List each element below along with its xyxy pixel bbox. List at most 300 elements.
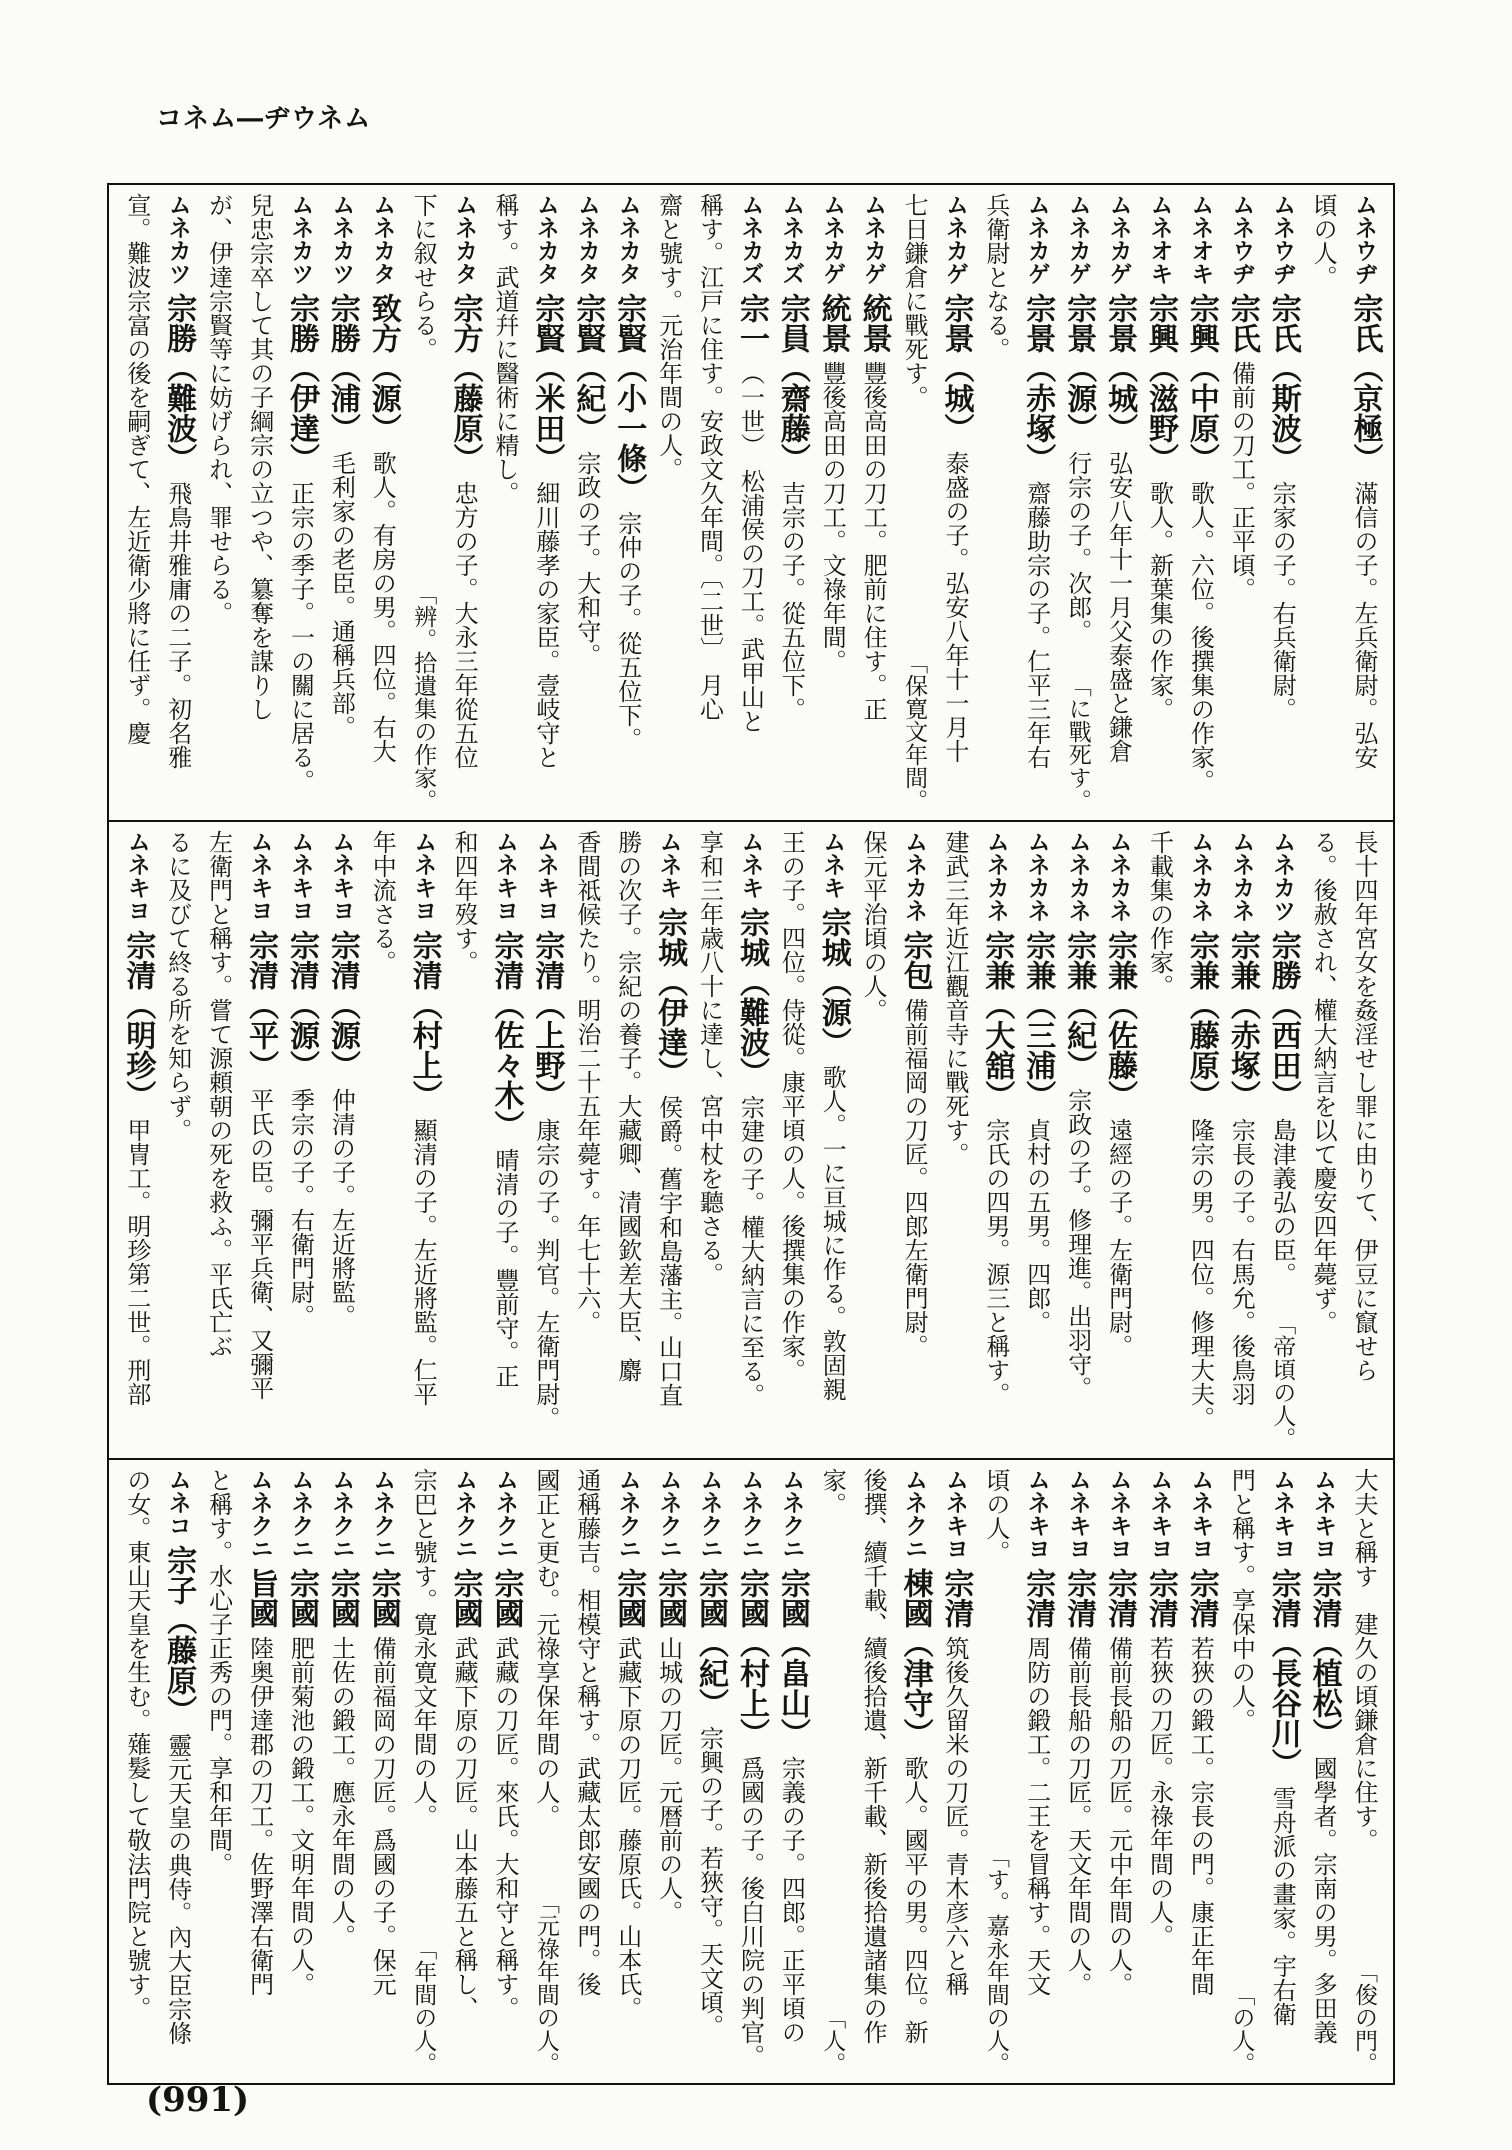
entry-name: 宗清（源）	[324, 930, 360, 1080]
entry-description: 吉宗の子。從五位下。	[777, 481, 806, 721]
entry-reading: ムネカネ	[1064, 830, 1091, 922]
entry-name: 統景	[856, 293, 892, 353]
entry-name: 宗清（植松）	[1306, 1568, 1342, 1748]
entry-description: 甲冑工。明珍第二世。刑部	[122, 1118, 151, 1406]
entry-name: 致方（源）	[365, 293, 401, 443]
entry-column	[731, 1468, 772, 2075]
entry-name: 宗兼（大舘）	[979, 930, 1015, 1110]
entry-reading: ムネキヨ	[328, 830, 355, 922]
entry-reading: ムネクニ	[737, 1468, 764, 1560]
entry-name: 宗賢（紀）	[570, 293, 606, 443]
text-column	[117, 1468, 158, 2075]
text-column	[812, 1468, 853, 2075]
entry-reading: ムネカゲ	[1064, 193, 1091, 285]
column-text: 長十四年宮女を姦淫せし罪に由りて、伊豆に竄せら	[1350, 830, 1379, 1382]
entry-description: 宗興の子。若狹守。天文頃。	[695, 1726, 724, 2038]
column-text: 下に叙せらる。	[409, 193, 438, 361]
entry-reading: ムネカズ	[737, 193, 764, 285]
entry-reading: ムネキヨ	[287, 830, 314, 922]
entry-description: 山城の刀匠。元暦前の人。	[654, 1636, 683, 1924]
entry-column	[1099, 1468, 1140, 2075]
entry-description: 武藏の刀匠。來氏。大和守と稱す。	[491, 1636, 520, 2020]
entry-description: 武藏下原の刀匠。藤原氏。山本氏。	[613, 1636, 642, 2020]
continuation-text: 「俊の門。	[1351, 1960, 1378, 2075]
continuation-text: 「年間の人。	[410, 1937, 437, 2075]
entry-column	[1221, 193, 1262, 812]
entry-reading: ムネキヨ	[532, 830, 559, 922]
entry-column	[649, 830, 690, 1450]
entry-description: 備前福岡の刀匠。四郎左衛門尉。	[900, 998, 929, 1358]
continuation-text: 「帝頃の人。	[1269, 1312, 1296, 1450]
entry-description: 宗氏の四男。源三と稱す。	[981, 1118, 1010, 1406]
entry-column	[281, 830, 322, 1450]
entry-reading: ムネクニ	[246, 1468, 273, 1560]
entry-description: 土佐の鍛工。應永年間の人。	[327, 1636, 356, 1948]
entry-reading: ムネキヨ	[246, 830, 273, 922]
text-column	[526, 1468, 567, 2075]
entry-column	[649, 1468, 690, 2075]
entry-name: 宗賢（小一條）	[611, 293, 647, 503]
text-column	[853, 830, 894, 1450]
entry-name: 宗城（源）	[815, 907, 851, 1057]
entry-reading: ムネキヨ	[1064, 1468, 1091, 1560]
entry-name: 宗清（長谷川）	[1265, 1568, 1301, 1778]
entry-column	[485, 830, 526, 1450]
text-column	[158, 830, 199, 1450]
entry-column	[608, 1468, 649, 2075]
entry-name: 宗員（齋藤）	[774, 293, 810, 473]
column-text: 王の子。四位。侍從。康平頃の人。後撰集の作家。	[777, 830, 806, 1382]
text-column	[199, 830, 240, 1450]
entry-column	[894, 1468, 935, 2075]
entry-reading: ムネクニ	[451, 1468, 478, 1560]
entry-column	[1099, 193, 1140, 812]
entry-reading: ムネカツ	[1269, 830, 1296, 922]
column-text: 建武三年近江觀音寺に戰死す。	[940, 830, 969, 1166]
entry-name: 宗兼（紀）	[1061, 930, 1097, 1080]
text-column	[1303, 193, 1344, 812]
entry-reading: ムネウヂ	[1269, 193, 1296, 285]
entry-description: 歌人。六位。後撰集の作家。	[1186, 481, 1215, 793]
entry-reading: ムネクニ	[696, 1468, 723, 1560]
entry-column	[444, 193, 485, 812]
entry-name: 宗清（上野）	[529, 930, 565, 1110]
entry-reading: ムネキヨ	[1269, 1468, 1296, 1560]
entry-name: 宗國	[652, 1568, 688, 1628]
entry-column	[690, 1468, 731, 2075]
entry-name: 宗清（平）	[243, 930, 279, 1080]
entry-name: 宗兼（三浦）	[1020, 930, 1056, 1110]
entry-reading: ムネオキ	[1146, 193, 1173, 285]
dictionary-page-frame	[107, 183, 1395, 2085]
entry-reading: ムネクニ	[901, 1468, 928, 1560]
entry-column	[1099, 830, 1140, 1450]
entry-description: 備前長船の刀匠。元中年間の人。	[1104, 1636, 1133, 1996]
entry-column	[321, 1468, 362, 2075]
entry-reading: ムネキ	[819, 830, 846, 899]
entry-reading: ムネキヨ	[492, 830, 519, 922]
entry-name: 宗國	[611, 1568, 647, 1628]
continuation-text: 「人。	[819, 2006, 846, 2075]
entry-reading: ムネカネ	[901, 830, 928, 922]
entry-column	[1017, 830, 1058, 1450]
text-column	[199, 1468, 240, 2075]
column-text: 七日鎌倉に戰死す。	[900, 193, 929, 409]
entry-reading: ムネカタ	[369, 193, 396, 285]
entry-column	[771, 193, 812, 812]
entry-description: 隆宗の男。四位。修理大夫。	[1186, 1118, 1215, 1430]
entry-column	[771, 1468, 812, 2075]
continuation-text: 「保寛文年間。	[901, 651, 928, 812]
entry-description: 宗建の子。權大納言に至る。	[736, 1095, 765, 1407]
continuation-text: 「に戰死す。	[1064, 674, 1091, 812]
entry-name: 宗清（村上）	[406, 930, 442, 1110]
entry-reading: ムネカネ	[1187, 830, 1214, 922]
entry-column	[485, 1468, 526, 2075]
entry-reading: ムネキ	[655, 830, 682, 899]
entry-reading: ムネキヨ	[1187, 1468, 1214, 1560]
entry-name: 宗子（藤原）	[161, 1545, 197, 1725]
entry-name: 宗清	[1143, 1568, 1179, 1628]
entry-description: 宗家の子。右兵衛尉。	[1268, 481, 1297, 721]
entry-column	[321, 193, 362, 812]
entry-name: 宗勝（浦）	[324, 293, 360, 443]
entry-name: 宗城（難波）	[733, 907, 769, 1087]
continuation-text: 「す。嘉永年間の人。	[982, 1845, 1009, 2075]
column-text: 國正と更む。元祿享保年間の人。	[531, 1468, 560, 1828]
tier-bottom	[109, 1460, 1393, 2083]
entry-column	[1058, 1468, 1099, 2075]
entry-column	[935, 1468, 976, 2075]
text-column	[935, 830, 976, 1450]
entry-name: 宗勝（西田）	[1265, 930, 1301, 1110]
entry-column	[1017, 1468, 1058, 2075]
entry-column	[731, 193, 772, 812]
entry-column	[935, 193, 976, 812]
entry-column	[1221, 830, 1262, 1450]
entry-column	[321, 830, 362, 1450]
entry-description: 齋藤助宗の子。仁平三年右	[1022, 481, 1051, 769]
column-text: 門と稱す。享保中の人。	[1227, 1468, 1256, 1732]
entry-name: 旨國	[243, 1568, 279, 1628]
text-column	[608, 830, 649, 1450]
text-column	[362, 830, 403, 1450]
entry-column	[444, 1468, 485, 2075]
text-column	[1221, 1468, 1262, 2075]
entry-name: 宗國（紀）	[693, 1568, 729, 1718]
entry-reading: ムネウヂ	[1351, 193, 1378, 285]
entry-name: 宗國	[283, 1568, 319, 1628]
entry-reading: ムネキヨ	[1146, 1468, 1173, 1560]
text-column	[444, 830, 485, 1450]
entry-reading: ムネカズ	[778, 193, 805, 285]
entry-name: 宗國	[447, 1568, 483, 1628]
text-column	[240, 193, 281, 812]
entry-description: 爲國の子。後白川院の判官。	[736, 1756, 765, 2068]
entry-name: 宗國	[488, 1568, 524, 1628]
entry-column	[362, 193, 403, 812]
entry-name: 宗城（伊達）	[652, 907, 688, 1087]
entry-name: 宗清	[1061, 1568, 1097, 1628]
column-text: る。後赦され、權大納言を以て慶安四年薨ず。	[1309, 830, 1338, 1334]
entry-description: 仲清の子。左近將監。	[327, 1088, 356, 1328]
column-text: 享和三年歳八十に達し、宮中杖を聽さる。	[695, 830, 724, 1286]
text-column	[853, 1468, 894, 2075]
entry-reading: ムネカネ	[1105, 830, 1132, 922]
entry-description: 肥前菊池の鍛工。文明年間の人。	[286, 1636, 315, 1996]
entry-description: 豐後高田の刀工。文祿年間。	[818, 361, 847, 673]
entry-reading: ムネキヨ	[1105, 1468, 1132, 1560]
entry-column	[1262, 830, 1303, 1450]
entry-column	[1140, 193, 1181, 812]
entry-name: 棟國（津守）	[897, 1568, 933, 1748]
column-text: 保元平治頃の人。	[859, 830, 888, 1022]
column-text: 大夫と稱す 建久の頃鎌倉に住す。	[1350, 1468, 1379, 1852]
entry-name: 宗國（村上）	[733, 1568, 769, 1748]
entry-name: 宗方（藤原）	[447, 293, 483, 473]
entry-description: 顯清の子。左近將監。仁平	[409, 1118, 438, 1406]
entry-description: 宗政の子。大和守。	[572, 451, 601, 667]
entry-reading: ムネキヨ	[1023, 1468, 1050, 1560]
entry-description: 毛利家の老臣。通稱兵部。	[327, 451, 356, 739]
entry-column	[158, 193, 199, 812]
column-text: 稱す。武道幷に醫術に精し。	[491, 193, 520, 505]
entry-column	[1180, 193, 1221, 812]
entry-description: 飛鳥井雅庸の二子。初名雅	[163, 481, 192, 769]
entry-reading: ムネキヨ	[1310, 1468, 1337, 1560]
entry-reading: ムネクニ	[492, 1468, 519, 1560]
entry-name: 宗勝（伊達）	[283, 293, 319, 473]
entry-name: 宗清	[1020, 1568, 1056, 1628]
entry-reading: ムネクニ	[655, 1468, 682, 1560]
entry-description: 島津義弘の臣。	[1268, 1118, 1297, 1286]
tier-middle	[109, 822, 1393, 1460]
entry-reading: ムネカゲ	[1023, 193, 1050, 285]
entry-column	[812, 830, 853, 1450]
entry-name: 宗賢（米田）	[529, 293, 565, 473]
entry-name: 宗清（明珍）	[120, 930, 156, 1110]
column-text: 齋と號す。元治年間の人。	[654, 193, 683, 481]
entry-description: （一世） 松浦侯の刀工。武甲山と	[736, 361, 765, 733]
page-number: (991)	[146, 2080, 250, 2120]
entry-name: 宗清（佐々木）	[488, 930, 524, 1140]
entry-description: 周防の鍛工。二王を冒稱す。天文	[1022, 1636, 1051, 1996]
entry-description: 晴清の子。豐前守。正	[491, 1148, 520, 1388]
entry-reading: ムネコ	[164, 1468, 191, 1537]
text-column	[976, 193, 1017, 812]
text-column	[1344, 830, 1385, 1450]
column-text: が、伊達宗賢等に妨げられ、罪せらる。	[204, 193, 233, 625]
entry-column	[1262, 193, 1303, 812]
entry-column	[526, 830, 567, 1450]
entry-column	[1303, 1468, 1344, 2075]
column-text: の女。東山天皇を生む。薙髮して敬法門院と號す。	[122, 1468, 151, 2020]
entry-column	[281, 1468, 322, 2075]
text-column	[690, 193, 731, 812]
column-text: 和四年歿す。	[450, 830, 479, 974]
entry-description: 陸奥伊達郡の刀工。佐野澤右衛門	[245, 1636, 274, 1996]
entry-reading: ムネカタ	[573, 193, 600, 285]
entry-name: 宗勝（難波）	[161, 293, 197, 473]
entry-column	[1344, 193, 1385, 812]
entry-description: 備前の刀工。正平頃。	[1227, 361, 1256, 601]
entry-column	[1058, 830, 1099, 1450]
text-column	[894, 193, 935, 812]
entry-name: 統景	[815, 293, 851, 353]
entry-reading: ムネクニ	[287, 1468, 314, 1560]
column-text: 左衛門と稱す。嘗て源頼朝の死を救ふ。平氏亡ぶ	[204, 830, 233, 1358]
entry-column	[1058, 193, 1099, 812]
text-column	[690, 830, 731, 1450]
entry-name: 宗氏（斯波）	[1265, 293, 1301, 473]
entry-name: 宗氏	[1224, 293, 1260, 353]
text-column	[403, 193, 444, 812]
entry-reading: ムネクニ	[369, 1468, 396, 1560]
text-column	[403, 1468, 444, 2075]
text-column	[976, 1468, 1017, 2075]
entry-column	[1017, 193, 1058, 812]
entry-description: 忠方の子。大永三年從五位	[450, 481, 479, 769]
entry-reading: ムネキヨ	[941, 1468, 968, 1560]
entry-column	[1180, 1468, 1221, 2075]
entry-reading: ムネカタ	[532, 193, 559, 285]
continuation-text: 「元祿年間の人。	[532, 1891, 559, 2075]
entry-reading: ムネカゲ	[819, 193, 846, 285]
entry-name: 宗兼（赤塚）	[1224, 930, 1260, 1110]
entry-description: 宗義の子。四郎。正平頃の	[777, 1756, 806, 2044]
entry-name: 宗包	[897, 930, 933, 990]
text-column	[771, 830, 812, 1450]
entry-name: 宗清	[938, 1568, 974, 1628]
entry-description: 細川藤孝の家臣。壹岐守と	[531, 481, 560, 769]
text-column	[199, 193, 240, 812]
entry-description: 筑後久留米の刀匠。青木彦六と稱	[940, 1636, 969, 1996]
entry-description: 武藏下原の刀匠。山本藤五と稱し、	[450, 1636, 479, 2020]
entry-column	[1262, 1468, 1303, 2075]
entry-description: 靈元天皇の典侍。內大臣宗條	[163, 1733, 192, 2045]
entry-description: 宗仲の子。從五位下。	[613, 511, 642, 751]
entry-name: 宗國	[365, 1568, 401, 1628]
entry-description: 備前福岡の刀匠。爲國の子。保元	[368, 1636, 397, 1996]
entry-reading: ムネカタ	[451, 193, 478, 285]
entry-name: 宗氏（京極）	[1347, 293, 1383, 473]
entry-description: 歌人。有房の男。四位。右大	[368, 451, 397, 763]
entry-reading: ムネクニ	[614, 1468, 641, 1560]
text-column	[567, 830, 608, 1450]
column-text: 香間祗候たり。明治二十五年薨す。年七十六。	[572, 830, 601, 1334]
entry-reading: ムネクニ	[778, 1468, 805, 1560]
entry-column	[853, 193, 894, 812]
entry-name: 宗清	[1183, 1568, 1219, 1628]
text-column	[567, 1468, 608, 2075]
continuation-text: 「辨。拾遺集の作家。	[410, 582, 437, 812]
entry-description: 遠經の子。左衛門尉。	[1104, 1118, 1133, 1358]
column-text: 宗巴と號す。寛永寛文年間の人。	[409, 1468, 438, 1828]
entry-column	[731, 830, 772, 1450]
entry-column	[976, 830, 1017, 1450]
entry-column	[117, 830, 158, 1450]
entry-reading: ムネカゲ	[860, 193, 887, 285]
entry-description: 雪舟派の畫家。宇右衛	[1268, 1786, 1297, 2026]
entry-column	[403, 830, 444, 1450]
column-text: 頃の人。	[981, 1468, 1010, 1564]
running-head: ムネウヂ―ムネコ	[156, 104, 372, 134]
entry-description: 康宗の子。判官。左衛門尉。	[531, 1118, 560, 1430]
entry-description: 歌人。新葉集の作家。	[1145, 481, 1174, 721]
entry-description: 宗長の子。右馬允。後鳥羽	[1227, 1118, 1256, 1406]
entry-reading: ムネウヂ	[1228, 193, 1255, 285]
text-column	[1140, 830, 1181, 1450]
column-text: 宣。難波宗富の後を嗣ぎて、左近衛少將に任ず。慶	[122, 193, 151, 745]
entry-name: 宗景（城）	[1102, 293, 1138, 443]
entry-column	[567, 193, 608, 812]
column-text: 兒忠宗卒して其の子綱宗の立つや、簒奪を謀りし	[245, 193, 274, 721]
text-column	[649, 193, 690, 812]
entry-description: 若狹の刀匠。永祿年間の人。	[1145, 1636, 1174, 1948]
entry-description: 宗政の子。修理進。出羽守。	[1063, 1088, 1092, 1400]
entry-name: 宗景（城）	[938, 293, 974, 443]
entry-name: 宗一	[733, 293, 769, 353]
entry-reading: ムネカネ	[1023, 830, 1050, 922]
entry-name: 宗景（源）	[1061, 293, 1097, 443]
entry-description: 季宗の子。右衛門尉。	[286, 1088, 315, 1328]
entry-description: 弘安八年十一月父泰盛と鎌倉	[1104, 451, 1133, 763]
entry-name: 宗國	[324, 1568, 360, 1628]
entry-reading: ムネカゲ	[1105, 193, 1132, 285]
text-column	[485, 193, 526, 812]
entry-name: 宗清	[1102, 1568, 1138, 1628]
entry-name: 宗興（滋野）	[1143, 293, 1179, 473]
entry-column	[240, 1468, 281, 2075]
continuation-text: 「の人。	[1228, 1983, 1255, 2075]
entry-description: 行宗の子。次郎。	[1063, 451, 1092, 643]
entry-column	[526, 193, 567, 812]
entry-reading: ムネカタ	[614, 193, 641, 285]
entry-reading: ムネカツ	[287, 193, 314, 285]
column-text: 稱す。江戸に住す。安政文久年間。〔二世〕 月心	[695, 193, 724, 721]
entry-column	[1180, 830, 1221, 1450]
text-column	[1344, 1468, 1385, 2075]
entry-name: 宗景（赤塚）	[1020, 293, 1056, 473]
entry-reading: ムネカゲ	[941, 193, 968, 285]
entry-reading: ムネカネ	[1228, 830, 1255, 922]
entry-reading: ムネキ	[737, 830, 764, 899]
entry-column	[1140, 1468, 1181, 2075]
column-text: 家。	[818, 1468, 847, 1516]
entry-name: 宗清（源）	[283, 930, 319, 1080]
text-column	[1303, 830, 1344, 1450]
entry-reading: ムネキヨ	[410, 830, 437, 922]
entry-description: 正宗の季子。一の關に居る。	[286, 481, 315, 793]
entry-reading: ムネカネ	[982, 830, 1009, 922]
column-text: と稱す。水心子正秀の門。享和年間。	[204, 1468, 233, 1876]
entry-name: 宗兼（藤原）	[1183, 930, 1219, 1110]
entry-name: 宗兼（佐藤）	[1102, 930, 1138, 1110]
entry-description: 歌人。一に亘城に作る。敦固親	[818, 1065, 847, 1401]
entry-description: 滿信の子。左兵衛尉。弘安	[1350, 481, 1379, 769]
entry-description: 歌人。國平の男。四位。新	[900, 1756, 929, 2044]
text-column	[117, 193, 158, 812]
entry-reading: ムネカツ	[164, 193, 191, 285]
entry-description: 備前長船の刀匠。天文年間の人。	[1063, 1636, 1092, 1996]
entry-description: 豐後高田の刀工。肥前に住す。正	[859, 361, 888, 721]
entry-description: 侯爵。舊宇和島藩主。山口直	[654, 1095, 683, 1407]
tier-top	[109, 185, 1393, 822]
entry-column	[158, 1468, 199, 2075]
entry-column	[240, 830, 281, 1450]
column-text: 頃の人。	[1309, 193, 1338, 289]
column-text: 年中流さる。	[368, 830, 397, 974]
